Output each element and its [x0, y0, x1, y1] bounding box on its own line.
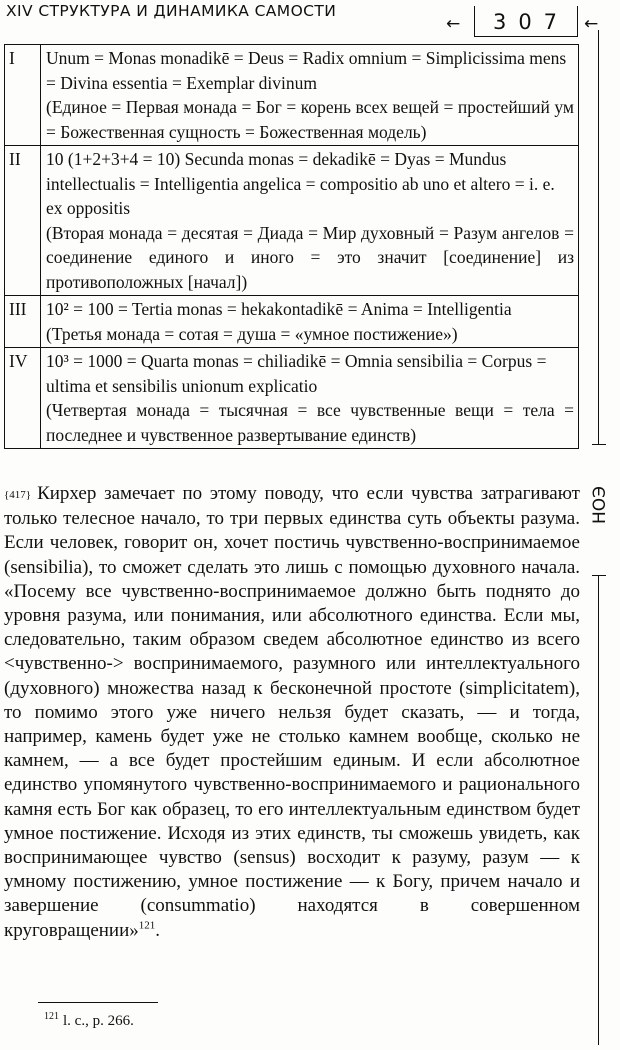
row-content: [41, 45, 579, 146]
russian-text: (Единое = Первая монада = Бог = корень всех вещей = простейший ум = Божественная сущность = Божественная модель): [46, 97, 574, 142]
latin-text: 10² = 100 = Tertia monas = hekakontadikē = Anima = Intelligentia: [46, 299, 512, 319]
margin-side-label: НОЭ: [590, 486, 610, 525]
body-paragraph: {417} Кирхер замечает по этому поводу, что если чувства затрагивают только телесное начало, то три первых единства суть объекты разума. Если человек, говорит он, хочет постичь чувственно-воспринимаемое (sensibilia), то сможет сделать это лишь с помощью духовного начала. «Посему все чувственно-воспринимаемое должно быть поднято до уровня разума, или понимания, или абсолютного единства. Если мы, следовательно, таким образом сведем абсолютное единство из всего <чувственно-> воспринимаемого, разумного или интеллектуального (духовного) множества назад к бесконечной простоте (simplicitatem), то помимо этого уже ничего нельзя будет сказать, — и тогда, например, камень будет уже не столько камнем вообще, сколько не камнем, — а все будет простейшим единым. И если абсолютное единство упомянутого чувственно-воспринимаемого и рационального камня есть Бог как образец, то его интеллектуальным единством будет умное постижение. Исходя из этих единств, ты сможешь увидеть, как воспринимающее чувство (sensus) восходит к разуму, разум — к умному постижению, умное постижение — к Богу, причем начало и завершение (consummatio) находятся в совершенном круговращении»$^{121}$.: [4, 483, 580, 941]
russian-text: (Третья монада = сотая = душа = «умное постижение»): [46, 323, 458, 344]
margin-rule-top: [598, 30, 599, 445]
latin-text: Unum = Monas monadikē = Deus = Radix omnium = Simplicissima mens = Divina essentia = Exemplar divinum: [46, 48, 567, 93]
margin-tick-top: [592, 444, 606, 445]
russian-text: (Четвертая монада = тысячная = все чувственные вещи = тела = последнее и чувственное развертывание единств): [46, 400, 574, 445]
footnote-divider: [38, 1002, 158, 1003]
row-content: [41, 296, 579, 348]
table-row: [5, 146, 579, 296]
table-row: [5, 45, 579, 146]
margin-tick-bottom: [592, 575, 606, 576]
row-numeral: I: [5, 45, 41, 146]
latin-text: 10³ = 1000 = Quarta monas = chiliadikē = Omnia sensibilia = Corpus = ultima et sensibilis unionum explicatio: [46, 351, 547, 396]
row-content: [41, 146, 579, 296]
footnote-number: 121: [44, 1011, 59, 1022]
footnote-text: l. c., p. 266.: [63, 1013, 134, 1029]
page-header: [6, 0, 606, 36]
russian-text: (Вторая монада = десятая = Диада = Мир духовный = Разум ангелов = соединение единого и иного = это значит [соединение] из противоположных [начал]): [46, 222, 574, 292]
page-number: 307: [492, 10, 570, 34]
latin-text: 10 (1+2+3+4 = 10) Secunda monas = dekadikē = Dyas = Mundus intellectualis = Intelligentia angelica = compositio ab uno et altero = i. e. ex oppositis: [46, 149, 555, 218]
page-number-box: [474, 6, 578, 37]
row-numeral: IV: [5, 348, 41, 449]
row-numeral: III: [5, 296, 41, 348]
footnote: [44, 1013, 134, 1030]
arrow-right-icon: ←: [584, 14, 599, 34]
margin-rule-bottom: [598, 575, 599, 1045]
paragraph-text: Кирхер замечает по этому поводу, что если чувства затрагивают только телесное начало, то три первых единства суть объекты разума. Если человек, говорит он, хочет постичь чувственно-воспринимаемое (sensibilia), то сможет сделать это лишь с помощью духовного начала. «Посему все чувственно-воспринимаемое должно быть поднято до уровня разума, или понимания, или абсолютного единства. Если мы, следовательно, таким образом сведем абсолютное единство из всего <чувственно-> воспринимаемого, разумного или интеллектуального (духовного) множества назад к бесконечной простоте (simplicitatem), то помимо этого уже ничего нельзя будет сказать, — и тогда, например, камень будет уже не столько камнем вообще, сколько не камнем, — а все будет простейшим единым. И если абсолютное единство упомянутого чувственно-воспринимаемого и рационального камня есть Бог как образец, то его интеллектуальным единством будет умное постижение. Исходя из этих единств, ты сможешь увидеть, как воспринимающее чувство (sensus) восходит к разуму, разум — к умному постижению, умное постижение — к Богу, причем начало и завершение (consummatio) находятся в совершенном круговращении»: [4, 483, 580, 941]
table-row: [5, 296, 579, 348]
row-content: [41, 348, 579, 449]
row-numeral: II: [5, 146, 41, 296]
table-row: [5, 348, 579, 449]
running-head: XIV СТРУКТУРА И ДИНАМИКА САМОСТИ: [6, 2, 337, 20]
monads-table: [4, 44, 579, 449]
footnote-reference: 121: [138, 919, 156, 932]
paragraph-marker: {417}: [4, 489, 32, 501]
arrow-left-icon: ←: [446, 14, 461, 34]
